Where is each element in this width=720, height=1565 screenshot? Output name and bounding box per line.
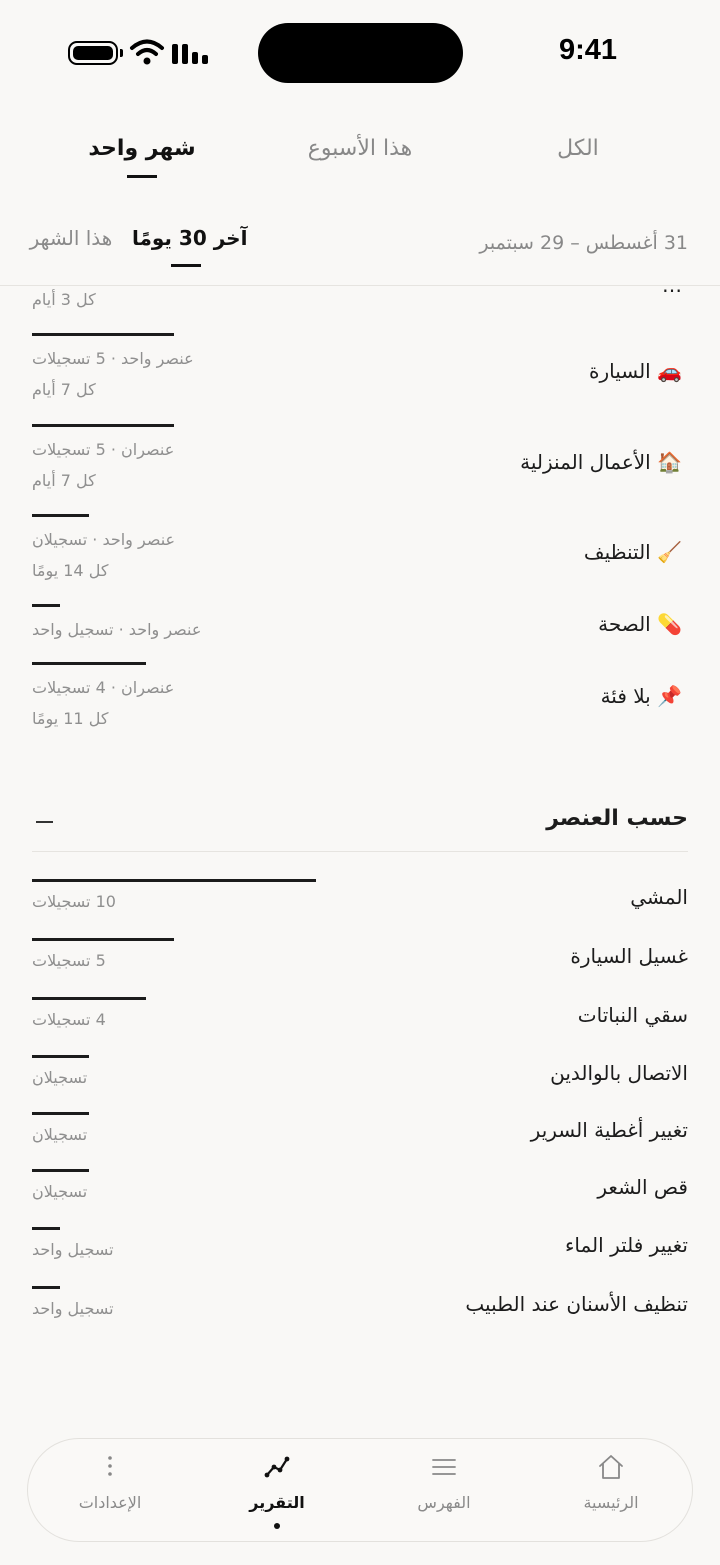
category-row[interactable] bbox=[0, 424, 720, 509]
report-content[interactable] bbox=[0, 273, 720, 1437]
home-icon bbox=[598, 1453, 624, 1481]
active-tab-indicator bbox=[127, 175, 157, 178]
tab-this-week[interactable]: هذا الأسبوع bbox=[307, 136, 413, 161]
category-name: … bbox=[662, 273, 682, 297]
category-row[interactable] bbox=[0, 333, 720, 418]
item-row[interactable] bbox=[0, 879, 720, 937]
category-name: 📌 بلا فئة bbox=[600, 684, 682, 708]
item-count: تسجيلان bbox=[32, 1068, 88, 1087]
category-summary: عنصر واحد · تسجيل واحد bbox=[32, 620, 202, 639]
item-row[interactable] bbox=[0, 997, 720, 1055]
item-count: تسجيل واحد bbox=[32, 1240, 114, 1259]
item-bar bbox=[32, 1112, 89, 1115]
item-count: تسجيلان bbox=[32, 1125, 88, 1144]
category-name: 🧹 التنظيف bbox=[583, 540, 682, 564]
item-name: قص الشعر bbox=[597, 1175, 688, 1199]
category-row[interactable] bbox=[0, 514, 720, 599]
item-bar bbox=[32, 1169, 89, 1172]
category-bar bbox=[32, 333, 174, 336]
category-frequency: كل 3 أيام bbox=[32, 290, 96, 309]
item-count: 10 تسجيلات bbox=[32, 892, 116, 911]
category-frequency: كل 7 أيام bbox=[32, 471, 96, 490]
item-row[interactable] bbox=[0, 1055, 720, 1113]
category-bar bbox=[32, 514, 89, 517]
item-name: تغيير فلتر الماء bbox=[565, 1233, 688, 1257]
category-frequency: كل 14 يومًا bbox=[32, 561, 109, 580]
category-bar bbox=[32, 424, 174, 427]
item-name: سقي النباتات bbox=[577, 1003, 688, 1027]
category-row[interactable] bbox=[0, 604, 720, 659]
dynamic-island bbox=[258, 23, 463, 83]
range-row bbox=[0, 218, 720, 286]
item-count: 4 تسجيلات bbox=[32, 1010, 106, 1029]
item-row[interactable] bbox=[0, 1169, 720, 1227]
category-row[interactable] bbox=[0, 662, 720, 747]
status-bar bbox=[0, 0, 720, 110]
wifi-icon bbox=[130, 38, 164, 66]
category-bar bbox=[32, 604, 60, 607]
by-item-header[interactable] bbox=[32, 792, 688, 852]
nav-label: الفهرس bbox=[417, 1493, 471, 1512]
item-bar bbox=[32, 1227, 60, 1230]
category-summary: عنصر واحد · 5 تسجيلات bbox=[32, 349, 194, 368]
bottom-nav bbox=[27, 1438, 693, 1542]
category-name: 💊 الصحة bbox=[598, 612, 682, 636]
item-bar bbox=[32, 1286, 60, 1289]
list-icon bbox=[431, 1453, 457, 1481]
nav-label: الرئيسية bbox=[583, 1493, 639, 1512]
date-range: 31 أغسطس – 29 سبتمبر bbox=[479, 232, 688, 254]
item-row[interactable] bbox=[0, 1112, 720, 1170]
category-frequency: كل 7 أيام bbox=[32, 380, 96, 399]
item-count: تسجيل واحد bbox=[32, 1299, 114, 1318]
category-name: 🏠 الأعمال المنزلية bbox=[520, 450, 682, 474]
status-time: 9:41 bbox=[558, 34, 618, 66]
item-bar bbox=[32, 1055, 89, 1058]
item-name: المشي bbox=[630, 885, 688, 909]
active-subtab-indicator bbox=[171, 264, 201, 267]
battery-icon bbox=[68, 41, 118, 65]
tab-this-month[interactable]: هذا الشهر bbox=[29, 226, 113, 250]
more-vertical-icon bbox=[97, 1453, 123, 1481]
tab-one-month[interactable]: شهر واحد bbox=[86, 136, 198, 178]
item-name: الاتصال بالوالدين bbox=[550, 1061, 688, 1085]
signal-icon bbox=[172, 42, 212, 66]
nav-report[interactable] bbox=[217, 1439, 337, 1543]
item-name: تغيير أغطية السرير bbox=[530, 1118, 688, 1142]
item-bar bbox=[32, 938, 174, 941]
minus-icon[interactable] bbox=[32, 810, 56, 834]
tab-last-30-days[interactable]: آخر 30 يومًا bbox=[132, 226, 240, 267]
chart-line-icon bbox=[264, 1453, 290, 1481]
item-bar bbox=[32, 997, 146, 1000]
nav-index[interactable] bbox=[384, 1439, 504, 1543]
active-nav-dot bbox=[274, 1523, 280, 1529]
category-name: 🚗 السيارة bbox=[588, 359, 682, 383]
item-row[interactable] bbox=[0, 1227, 720, 1285]
item-name: غسيل السيارة bbox=[570, 944, 688, 968]
tab-all[interactable]: الكل bbox=[557, 136, 599, 161]
category-summary: عنصران · 5 تسجيلات bbox=[32, 440, 175, 459]
category-frequency: كل 11 يومًا bbox=[32, 709, 109, 728]
item-row[interactable] bbox=[0, 1286, 720, 1344]
nav-label: الإعدادات bbox=[78, 1493, 142, 1512]
category-bar bbox=[32, 662, 146, 665]
item-bar bbox=[32, 879, 316, 882]
category-summary: عنصران · 4 تسجيلات bbox=[32, 678, 175, 697]
nav-label: التقرير bbox=[249, 1493, 305, 1512]
nav-home[interactable] bbox=[551, 1439, 671, 1543]
nav-settings[interactable] bbox=[50, 1439, 170, 1543]
period-tabs bbox=[0, 128, 720, 188]
item-row[interactable] bbox=[0, 938, 720, 996]
item-count: 5 تسجيلات bbox=[32, 951, 106, 970]
item-count: تسجيلان bbox=[32, 1182, 88, 1201]
section-title: حسب العنصر bbox=[546, 806, 688, 831]
item-name: تنظيف الأسنان عند الطبيب bbox=[465, 1292, 688, 1316]
category-summary: عنصر واحد · تسجيلان bbox=[32, 530, 176, 549]
category-row[interactable] bbox=[0, 273, 720, 327]
